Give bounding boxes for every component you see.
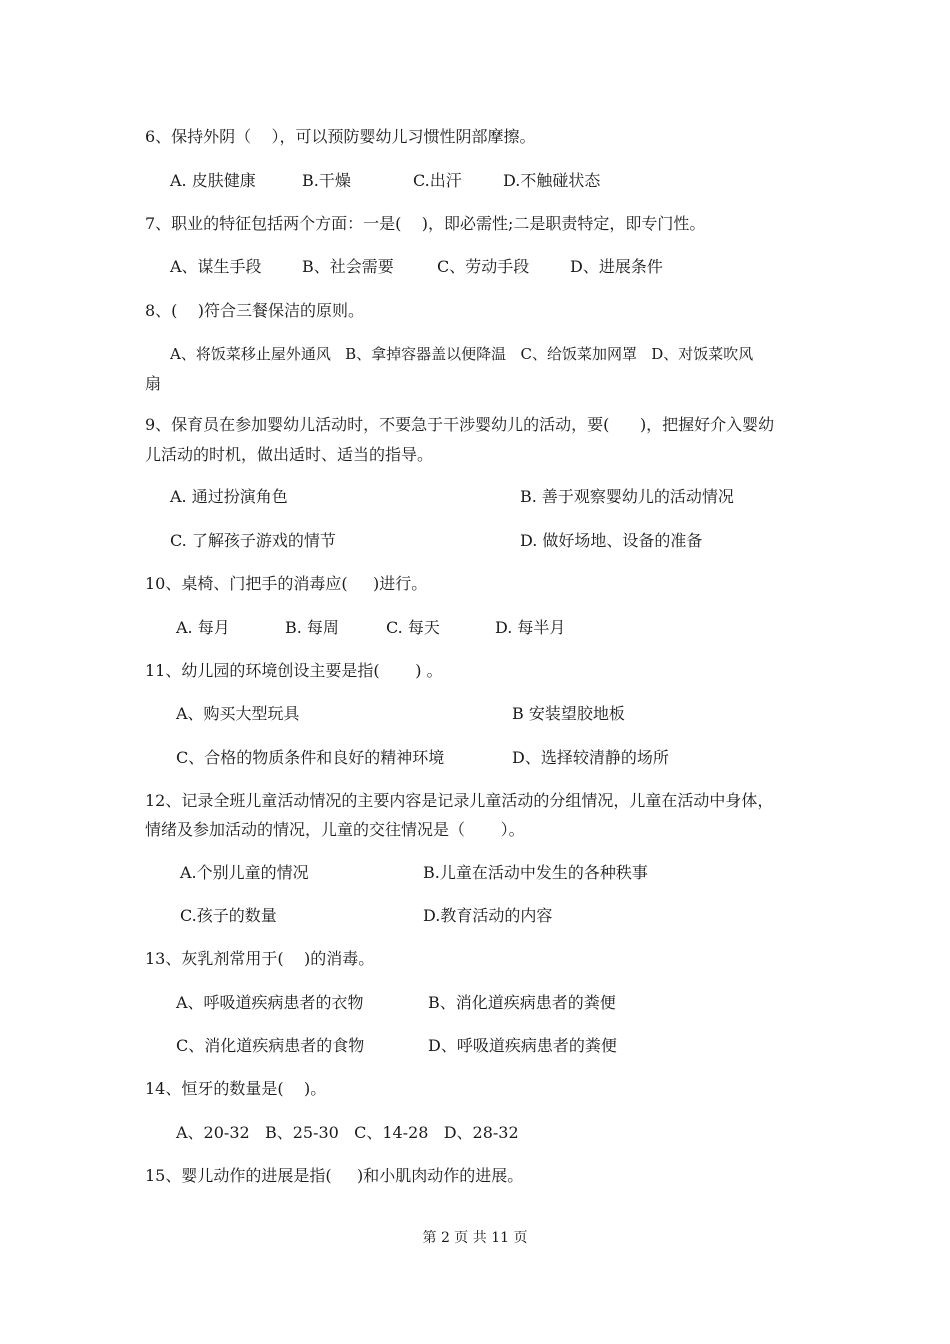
question-6-stem: 6、保持外阴（ ），可以预防婴幼儿习惯性阴部摩擦。 <box>145 127 536 146</box>
page-number: 第 2 页 共 11 页 <box>422 1230 528 1246</box>
question-11-option-c: C、合格的物质条件和良好的精神环境 <box>176 748 445 767</box>
question-14-stem: 14、恒牙的数量是( )。 <box>145 1079 327 1098</box>
question-7-option-a: A、谋生手段 <box>170 257 262 276</box>
question-13-option-a: A、呼吸道疾病患者的衣物 <box>176 993 364 1012</box>
question-10-option-c: C. 每天 <box>386 618 440 637</box>
question-6-option-c: C.出汗 <box>413 171 462 190</box>
question-9-option-a: A. 通过扮演角色 <box>170 487 288 506</box>
question-12-stem-continued: 情绪及参加活动的情况，儿童的交往情况是（ ）。 <box>145 820 525 839</box>
question-9-option-d: D. 做好场地、设备的准备 <box>520 531 703 550</box>
question-7-option-c: C、劳动手段 <box>437 257 530 276</box>
question-11-option-d: D、选择较清静的场所 <box>512 748 669 767</box>
question-8-options-continued: 扇 <box>145 374 162 393</box>
question-8-stem: 8、( )符合三餐保洁的原则。 <box>145 301 365 320</box>
question-13-option-c: C、消化道疾病患者的食物 <box>176 1036 365 1055</box>
question-15-stem: 15、婴儿动作的进展是指( )和小肌肉动作的进展。 <box>145 1166 524 1185</box>
question-10-option-b: B. 每周 <box>285 618 339 637</box>
question-11-option-a: A、购买大型玩具 <box>176 704 300 723</box>
question-11-stem: 11、幼儿园的环境创设主要是指( ) 。 <box>145 661 443 680</box>
question-13-option-b: B、消化道疾病患者的粪便 <box>428 993 616 1012</box>
question-11-option-b: B 安装望胶地板 <box>512 704 625 723</box>
question-6-option-a: A. 皮肤健康 <box>170 171 256 190</box>
question-9-stem-continued: 儿活动的时机，做出适时、适当的指导。 <box>145 445 434 464</box>
question-6-option-b: B.干燥 <box>302 171 351 190</box>
question-8-options: A、将饭菜移止屋外通风 B、拿掉容器盖以便降温 C、给饭菜加网罩 D、对饭菜吹风 <box>170 345 754 363</box>
question-12-option-a: A.个别儿童的情况 <box>180 863 309 882</box>
question-12-stem: 12、记录全班儿童活动情况的主要内容是记录儿童活动的分组情况，儿童在活动中身体， <box>145 791 774 810</box>
question-10-option-a: A. 每月 <box>176 618 230 637</box>
question-9-stem: 9、保育员在参加婴幼儿活动时，不要急于干涉婴幼儿的活动，要( )，把握好介入婴幼 <box>145 415 775 434</box>
question-13-option-d: D、呼吸道疾病患者的粪便 <box>428 1036 617 1055</box>
question-12-option-b: B.儿童在活动中发生的各种秩事 <box>423 863 648 882</box>
question-12-option-c: C.孩子的数量 <box>180 906 277 925</box>
question-9-option-b: B. 善于观察婴幼儿的活动情况 <box>520 487 734 506</box>
question-7-option-b: B、社会需要 <box>302 257 394 276</box>
question-10-option-d: D. 每半月 <box>495 618 566 637</box>
question-7-option-d: D、进展条件 <box>570 257 663 276</box>
question-7-stem: 7、职业的特征包括两个方面：一是( )，即必需性;二是职责特定，即专门性。 <box>145 214 706 233</box>
question-12-option-d: D.教育活动的内容 <box>423 906 553 925</box>
question-10-stem: 10、桌椅、门把手的消毒应( )进行。 <box>145 574 428 593</box>
question-6-option-d: D.不触碰状态 <box>503 171 601 190</box>
question-14-options: A、20-32 B、25-30 C、14-28 D、28-32 <box>176 1123 519 1142</box>
question-13-stem: 13、灰乳剂常用于( )的消毒。 <box>145 949 375 968</box>
question-9-option-c: C. 了解孩子游戏的情节 <box>170 531 336 550</box>
